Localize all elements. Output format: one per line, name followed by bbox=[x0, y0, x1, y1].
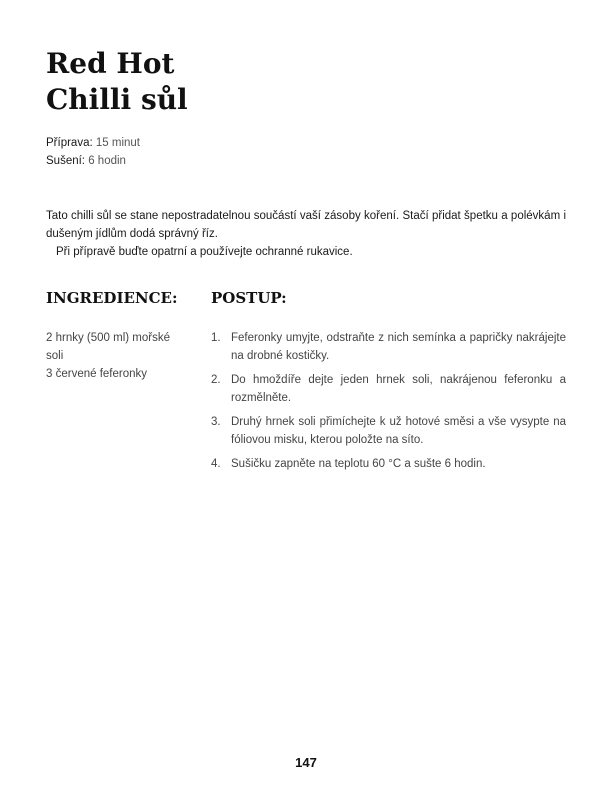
recipe-title bbox=[46, 46, 188, 118]
step-text: Do hmoždíře dejte jeden hrnek soli, nakrájenou feferonku a rozmělněte. bbox=[231, 374, 566, 404]
step-number: 3. bbox=[211, 416, 221, 428]
meta-value-drying: 6 hodin bbox=[88, 155, 126, 167]
recipe-meta bbox=[46, 134, 140, 170]
method-step bbox=[211, 329, 566, 365]
ingredients-heading: INGREDIENCE: bbox=[46, 289, 178, 307]
recipe-title-line-1: Red Hot bbox=[46, 47, 175, 80]
meta-row-preparation bbox=[46, 134, 140, 152]
method-step bbox=[211, 413, 566, 449]
step-number: 1. bbox=[211, 332, 221, 344]
method-step bbox=[211, 371, 566, 407]
step-number: 4. bbox=[211, 458, 221, 470]
method-heading: POSTUP: bbox=[211, 289, 287, 307]
step-number: 2. bbox=[211, 374, 221, 386]
ingredients-list bbox=[46, 329, 181, 383]
intro-paragraph: Tato chilli sůl se stane nepostradatelnou součástí vaší zásoby koření. Stačí přidat špetku a polévkám i dušeným jídlům dodá správný říz. bbox=[46, 210, 566, 240]
method-step bbox=[211, 455, 566, 473]
meta-value-preparation: 15 minut bbox=[95, 137, 140, 149]
step-text: Feferonky umyjte, odstraňte z nich semínka a papričky nakrájejte na drobné kostičky. bbox=[231, 332, 566, 362]
step-text: Sušičku zapněte na teplotu 60 °C a sušte 6 hodin. bbox=[231, 458, 486, 470]
intro-warning: Při přípravě buďte opatrní a používejte ochranné rukavice. bbox=[56, 246, 353, 258]
recipe-intro bbox=[46, 207, 566, 261]
ingredient-item: 3 červené feferonky bbox=[46, 368, 148, 380]
page-number: 147 bbox=[295, 755, 317, 770]
meta-label-drying: Sušení: bbox=[46, 155, 85, 167]
step-text: Druhý hrnek soli přimíchejte k už hotové směsi a vše vysypte na fóliovou misku, kterou položte na síto. bbox=[231, 416, 566, 446]
meta-row-drying bbox=[46, 152, 140, 170]
method-steps bbox=[211, 329, 566, 479]
recipe-title-line-2: Chilli sůl bbox=[46, 83, 188, 116]
meta-label-preparation: Příprava: bbox=[46, 137, 93, 149]
ingredient-item: 2 hrnky (500 ml) mořské soli bbox=[46, 332, 170, 362]
